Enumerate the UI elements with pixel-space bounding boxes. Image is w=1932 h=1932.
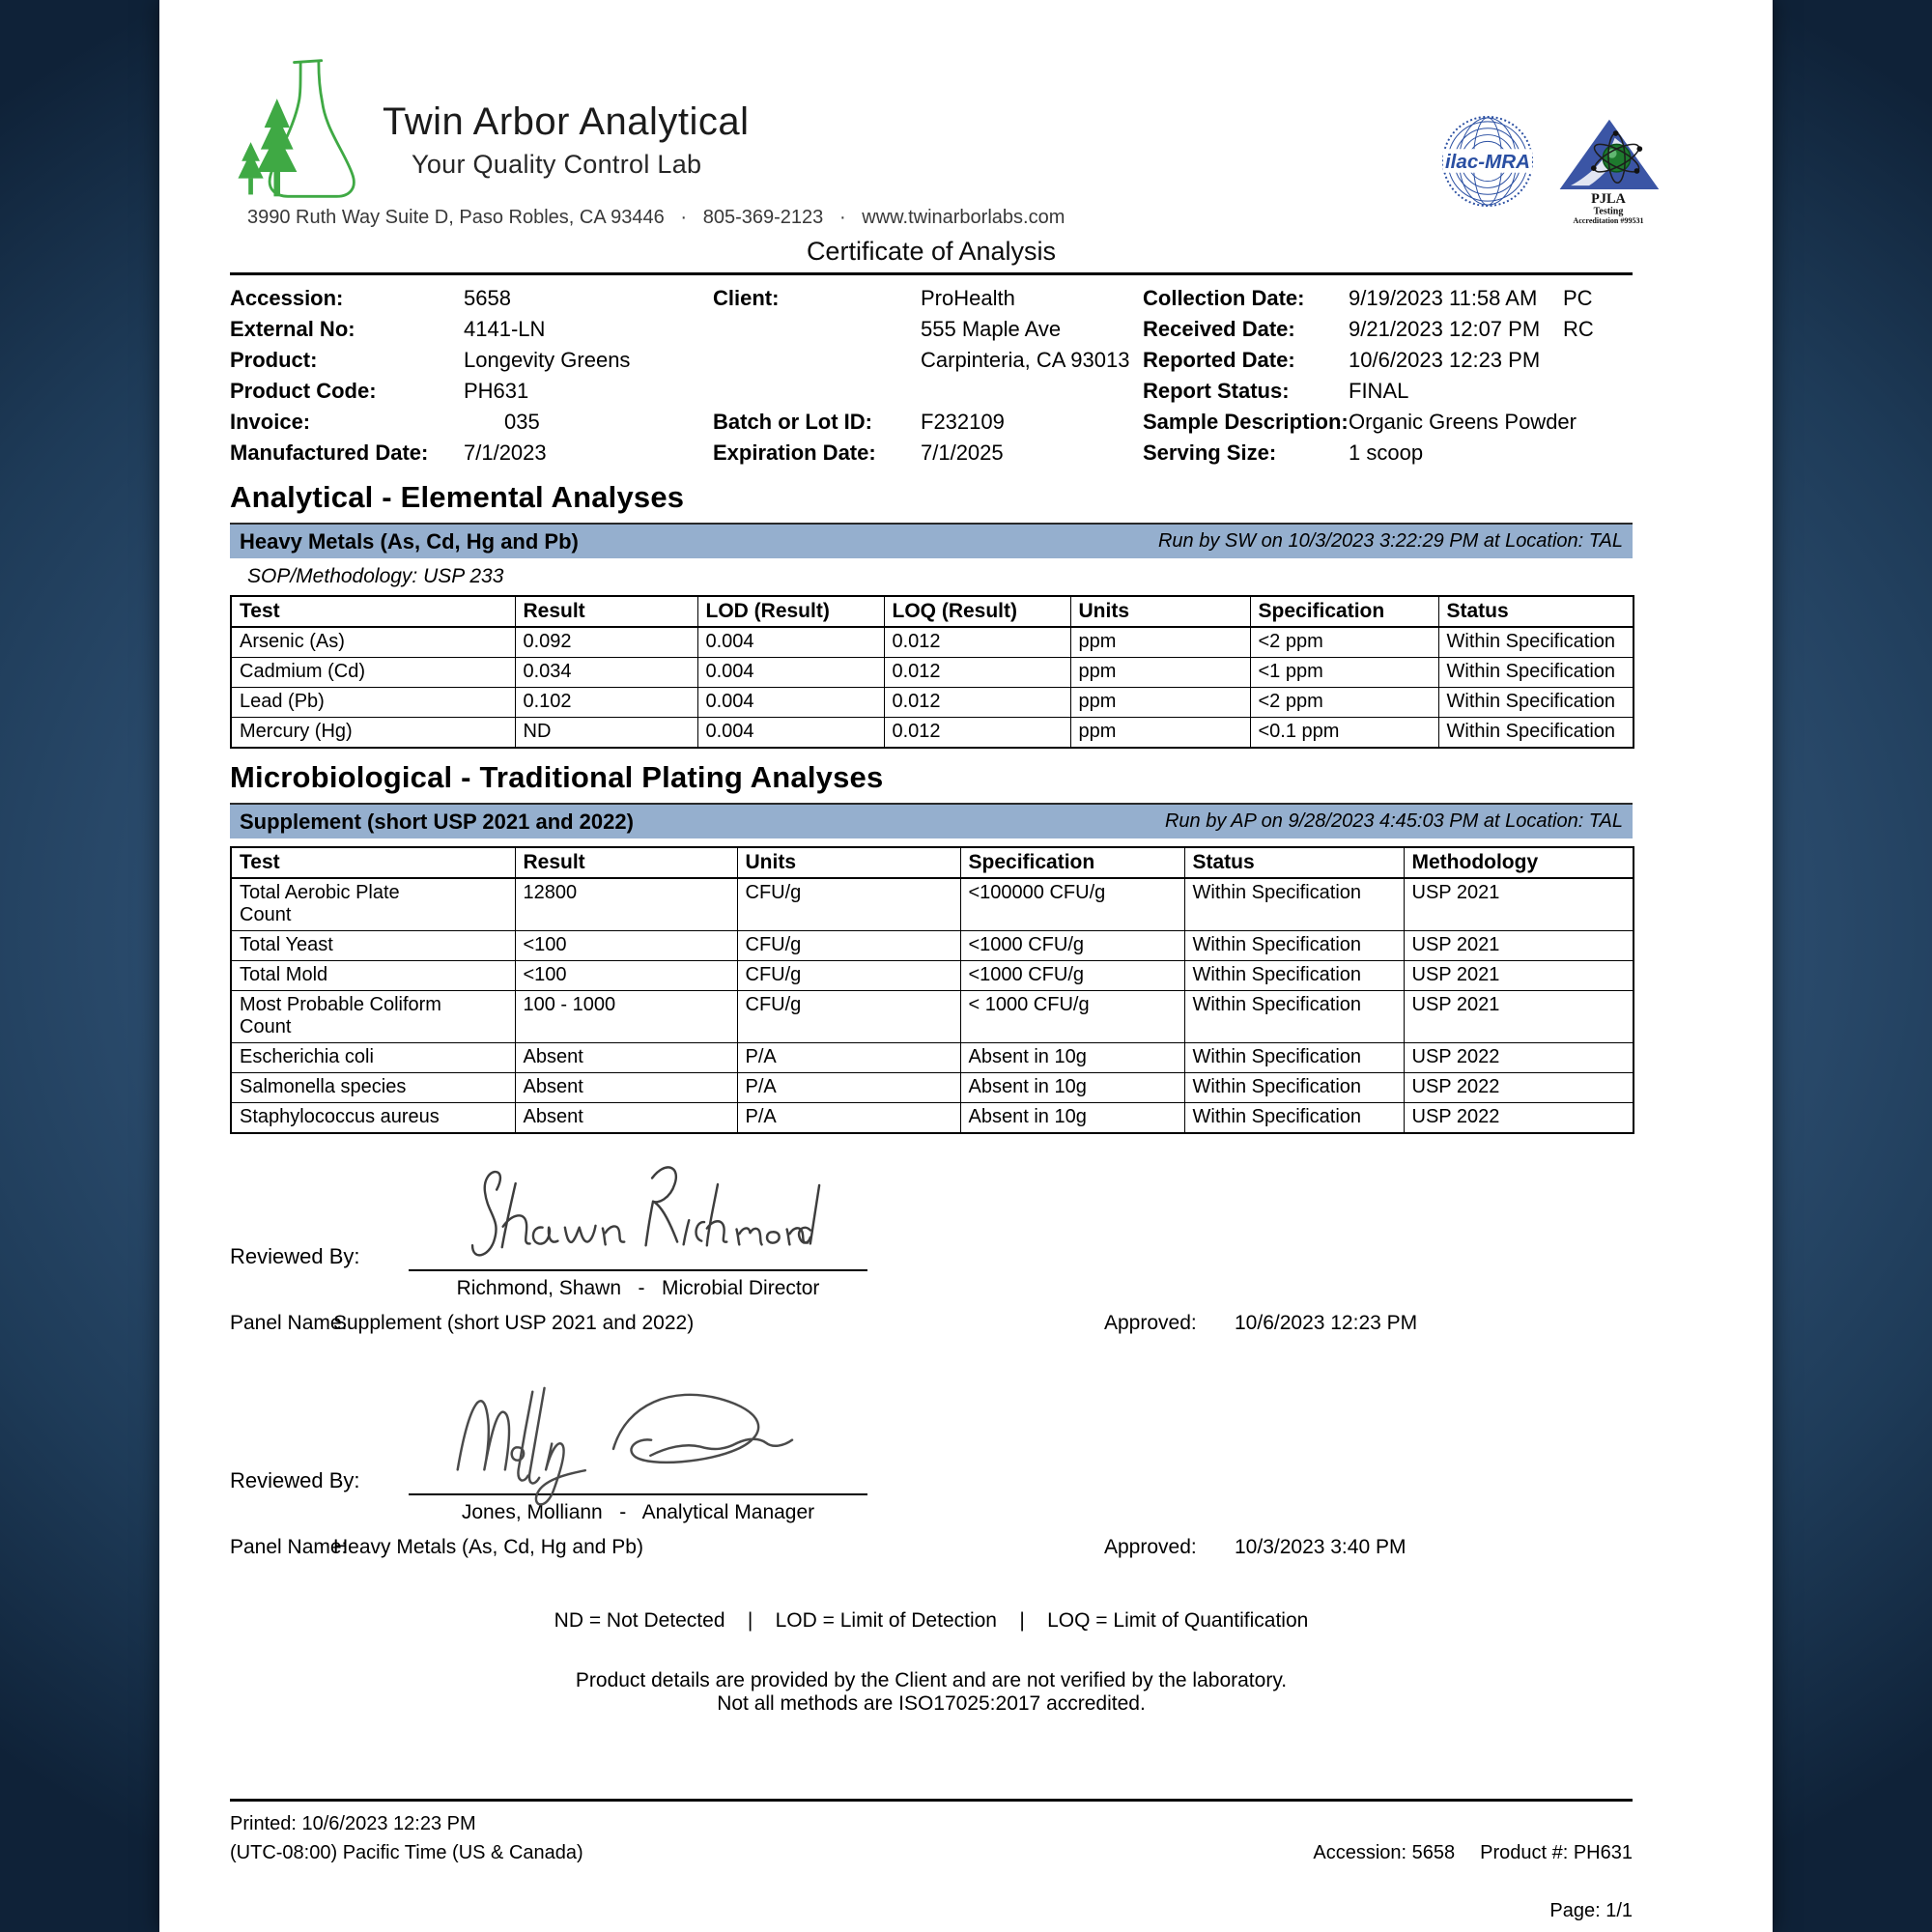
panel-name-value: Heavy Metals (As, Cd, Hg and Pb) — [333, 1536, 643, 1558]
cell-methodology: USP 2021 — [1404, 878, 1634, 931]
panel-approval-row — [230, 1536, 1633, 1567]
info-label: Report Status: — [1143, 379, 1290, 403]
cell-result: 100 - 1000 — [515, 991, 737, 1043]
info-label: Collection Date: — [1143, 286, 1305, 310]
table-header-row — [231, 596, 1634, 627]
reviewer-name-title: Jones, Molliann - Analytical Manager — [461, 1501, 815, 1523]
heavy-metals-table — [230, 595, 1634, 749]
sop-methodology: SOP/Methodology: USP 233 — [247, 565, 504, 587]
footer-left — [230, 1809, 583, 1925]
info-label: Received Date: — [1143, 317, 1295, 341]
approved-value: 10/3/2023 3:40 PM — [1235, 1536, 1406, 1558]
cell-lod: 0.004 — [697, 658, 884, 688]
signature-block-analytical — [230, 1372, 1633, 1567]
cell-specification: <0.1 ppm — [1250, 718, 1438, 749]
cell-units: P/A — [737, 1073, 960, 1103]
reviewed-by-label: Reviewed By: — [230, 1468, 360, 1492]
cell-status: Within Specification — [1438, 627, 1634, 658]
info-report-status — [1143, 376, 1633, 407]
info-label: Manufactured Date: — [230, 440, 429, 465]
cell-status: Within Specification — [1184, 961, 1404, 991]
info-invoice — [230, 407, 713, 438]
cell-test: Most Probable Coliform Count — [231, 991, 515, 1043]
reviewer-name-title: Richmond, Shawn - Microbial Director — [456, 1277, 820, 1299]
cell-methodology: USP 2021 — [1404, 991, 1634, 1043]
cell-units: CFU/g — [737, 931, 960, 961]
approved-value: 10/6/2023 12:23 PM — [1235, 1312, 1418, 1334]
cell-result: 0.092 — [515, 627, 697, 658]
cell-loq: 0.012 — [884, 718, 1070, 749]
cell-result: <100 — [515, 961, 737, 991]
company-tagline: Your Quality Control Lab — [412, 150, 702, 179]
table-row — [231, 688, 1634, 718]
info-value: Carpinteria, CA 93013 — [921, 348, 1130, 372]
panel-run-info: Run by SW on 10/3/2023 3:22:29 PM at Location: TAL — [1157, 530, 1623, 552]
info-batch-lot — [713, 407, 1143, 438]
cell-methodology: USP 2022 — [1404, 1073, 1634, 1103]
info-value: 7/1/2025 — [921, 440, 1004, 465]
ilac-mra-label: ilac-MRA — [1444, 150, 1531, 173]
signature-block-microbial — [230, 1148, 1633, 1343]
disclaimer-line1: Product details are provided by the Client and are not verified by the laboratory. — [575, 1669, 1288, 1691]
info-initials-tag: PC — [1563, 286, 1593, 310]
cell-test: Cadmium (Cd) — [231, 658, 515, 688]
cell-units: CFU/g — [737, 991, 960, 1043]
cell-specification: <1000 CFU/g — [960, 931, 1184, 961]
pjla-testing-label: Testing — [1593, 206, 1624, 217]
cell-result: Absent — [515, 1043, 737, 1073]
cell-specification: <1 ppm — [1250, 658, 1438, 688]
document-footer — [230, 1799, 1633, 1925]
cell-result: ND — [515, 718, 697, 749]
pjla-label: PJLA — [1591, 191, 1626, 208]
info-value: 9/19/2023 11:58 AM — [1349, 286, 1538, 310]
info-received-date — [1143, 314, 1633, 345]
cell-specification: Absent in 10g — [960, 1103, 1184, 1134]
approved-label: Approved: — [1104, 1536, 1197, 1558]
footer-accession: Accession: 5658 — [1313, 1842, 1456, 1863]
info-value: F232109 — [921, 410, 1005, 434]
info-value: FINAL — [1349, 379, 1409, 403]
table-row — [231, 718, 1634, 749]
accreditation-logos — [1440, 114, 1668, 226]
info-value: 4141-LN — [464, 317, 546, 341]
table-row — [231, 627, 1634, 658]
cell-status: Within Specification — [1184, 991, 1404, 1043]
cell-test: Total Mold — [231, 961, 515, 991]
info-label: Invoice: — [230, 410, 311, 434]
cell-methodology: USP 2021 — [1404, 931, 1634, 961]
table-row — [231, 1103, 1634, 1134]
col-header: Test — [231, 847, 515, 878]
cell-units: ppm — [1070, 718, 1250, 749]
panel-name-label: Panel Name: — [230, 1312, 348, 1334]
cell-loq: 0.012 — [884, 658, 1070, 688]
col-header: LOQ (Result) — [884, 596, 1070, 627]
printed-timestamp: Printed: 10/6/2023 12:23 PM — [230, 1813, 476, 1834]
cell-result: Absent — [515, 1103, 737, 1134]
info-label: Reported Date: — [1143, 348, 1295, 372]
col-header: Status — [1438, 596, 1634, 627]
col-header: Specification — [1250, 596, 1438, 627]
col-header: Methodology — [1404, 847, 1634, 878]
col-header: Result — [515, 847, 737, 878]
cell-specification: Absent in 10g — [960, 1043, 1184, 1073]
cell-result: 0.034 — [515, 658, 697, 688]
panel-banner-title: Heavy Metals (As, Cd, Hg and Pb) — [240, 528, 579, 554]
info-expiration-date — [713, 438, 1143, 469]
cell-units: CFU/g — [737, 878, 960, 931]
table-header-row — [231, 847, 1634, 878]
info-manufactured-date — [230, 438, 713, 469]
cell-specification: <2 ppm — [1250, 688, 1438, 718]
section-heading-elemental: Analytical - Elemental Analyses — [230, 480, 685, 514]
cell-test: Total Yeast — [231, 931, 515, 961]
info-label: Product Code: — [230, 379, 377, 403]
cell-test: Staphylococcus aureus — [231, 1103, 515, 1134]
cell-result: Absent — [515, 1073, 737, 1103]
section-heading-microbiological: Microbiological - Traditional Plating Analyses — [230, 760, 884, 794]
reviewed-by-label: Reviewed By: — [230, 1244, 360, 1268]
signature-shawn-richmond — [447, 1158, 834, 1275]
info-collection-date — [1143, 283, 1633, 314]
info-external-no — [230, 314, 713, 345]
cell-test: Mercury (Hg) — [231, 718, 515, 749]
document-header — [230, 50, 1644, 229]
abbreviation-legend: ND = Not Detected | LOD = Limit of Detection | LOQ = Limit of Quantification — [554, 1609, 1309, 1632]
table-row — [231, 658, 1634, 688]
cell-units: ppm — [1070, 658, 1250, 688]
info-client — [713, 283, 1143, 314]
info-label: Serving Size: — [1143, 440, 1277, 465]
info-label: Client: — [713, 286, 780, 310]
col-header: Test — [231, 596, 515, 627]
info-serving-size — [1143, 438, 1633, 469]
cell-units: P/A — [737, 1103, 960, 1134]
col-header: LOD (Result) — [697, 596, 884, 627]
cell-status: Within Specification — [1184, 1073, 1404, 1103]
cell-methodology: USP 2022 — [1404, 1043, 1634, 1073]
info-initials-tag: RC — [1563, 317, 1594, 341]
cell-specification: <2 ppm — [1250, 627, 1438, 658]
info-value: Longevity Greens — [464, 348, 631, 372]
info-value: 5658 — [464, 286, 511, 310]
cell-result: 0.102 — [515, 688, 697, 718]
cell-units: ppm — [1070, 627, 1250, 658]
info-value: 9/21/2023 12:07 PM — [1349, 317, 1541, 341]
panel-name-value: Supplement (short USP 2021 and 2022) — [333, 1312, 695, 1334]
cell-loq: 0.012 — [884, 688, 1070, 718]
cell-result: 12800 — [515, 878, 737, 931]
timezone-note: (UTC-08:00) Pacific Time (US & Canada) — [230, 1842, 583, 1863]
ilac-mra-accreditation-icon — [1440, 114, 1535, 209]
info-client-address1 — [713, 314, 1143, 345]
info-product — [230, 345, 713, 376]
panel-name-label: Panel Name: — [230, 1536, 348, 1558]
brand-text — [383, 100, 750, 180]
signature-molliann-jones — [428, 1358, 843, 1507]
approved-label: Approved: — [1104, 1312, 1197, 1334]
col-header: Units — [737, 847, 960, 878]
cell-specification: <1000 CFU/g — [960, 961, 1184, 991]
info-label: Expiration Date: — [713, 440, 876, 465]
cell-status: Within Specification — [1438, 688, 1634, 718]
cell-specification: Absent in 10g — [960, 1073, 1184, 1103]
table-row — [231, 1073, 1634, 1103]
cell-status: Within Specification — [1184, 878, 1404, 931]
cell-test: Salmonella species — [231, 1073, 515, 1103]
signature-line — [409, 1148, 867, 1271]
coa-document-page — [159, 0, 1773, 1932]
info-value: ProHealth — [921, 286, 1015, 310]
company-name: Twin Arbor Analytical — [383, 100, 750, 143]
panel-banner-heavy-metals — [230, 523, 1633, 558]
cell-lod: 0.004 — [697, 718, 884, 749]
col-header: Status — [1184, 847, 1404, 878]
footer-right — [1271, 1809, 1633, 1925]
cell-methodology: USP 2021 — [1404, 961, 1634, 991]
sample-info-section — [230, 272, 1633, 469]
info-value: PH631 — [464, 379, 529, 403]
cell-test: Arsenic (As) — [231, 627, 515, 658]
cell-units: CFU/g — [737, 961, 960, 991]
info-accession — [230, 283, 713, 314]
signature-line — [409, 1372, 867, 1495]
info-value: 1 scoop — [1349, 440, 1424, 465]
info-value: 035 — [504, 410, 540, 434]
table-row — [231, 961, 1634, 991]
cell-test: Total Aerobic Plate Count — [231, 878, 515, 931]
microbiological-table — [230, 846, 1634, 1134]
cell-status: Within Specification — [1184, 931, 1404, 961]
footer-product: Product #: PH631 — [1480, 1842, 1633, 1863]
cell-units: P/A — [737, 1043, 960, 1073]
cell-lod: 0.004 — [697, 627, 884, 658]
cell-result: <100 — [515, 931, 737, 961]
col-header: Result — [515, 596, 697, 627]
info-label: External No: — [230, 317, 355, 341]
document-title: Certificate of Analysis — [806, 237, 1057, 266]
table-row — [231, 931, 1634, 961]
panel-run-info: Run by AP on 9/28/2023 4:45:03 PM at Location: TAL — [1164, 810, 1623, 832]
pjla-accreditation-icon — [1548, 114, 1668, 226]
cell-test: Escherichia coli — [231, 1043, 515, 1073]
info-label: Batch or Lot ID: — [713, 410, 872, 434]
cell-lod: 0.004 — [697, 688, 884, 718]
info-value: 10/6/2023 12:23 PM — [1349, 348, 1541, 372]
panel-banner-title: Supplement (short USP 2021 and 2022) — [240, 809, 634, 834]
cell-status: Within Specification — [1438, 658, 1634, 688]
info-value: 555 Maple Ave — [921, 317, 1062, 341]
col-header: Specification — [960, 847, 1184, 878]
info-label: Product: — [230, 348, 318, 372]
panel-banner-supplement — [230, 803, 1633, 838]
info-label: Sample Description: — [1143, 410, 1349, 434]
table-row — [231, 1043, 1634, 1073]
info-sample-description — [1143, 407, 1633, 438]
cell-status: Within Specification — [1438, 718, 1634, 749]
pjla-accreditation-number: Accreditation #99531 — [1573, 216, 1644, 226]
company-address: 3990 Ruth Way Suite D, Paso Robles, CA 93446 · 805-369-2123 · www.twinarborlabs.com — [247, 207, 1065, 228]
cell-methodology: USP 2022 — [1404, 1103, 1634, 1134]
cell-specification: < 1000 CFU/g — [960, 991, 1184, 1043]
cell-status: Within Specification — [1184, 1043, 1404, 1073]
disclaimer-line2: Not all methods are ISO17025:2017 accredited. — [717, 1692, 1146, 1715]
cell-status: Within Specification — [1184, 1103, 1404, 1134]
info-value: 7/1/2023 — [464, 440, 547, 465]
info-label: Accession: — [230, 286, 344, 310]
info-reported-date — [1143, 345, 1633, 376]
table-row — [231, 991, 1634, 1043]
cell-specification: <100000 CFU/g — [960, 878, 1184, 931]
flask-pine-tree-logo-icon — [230, 50, 375, 207]
info-client-address2 — [713, 345, 1143, 376]
brand-row — [230, 50, 1633, 207]
table-row — [231, 878, 1634, 931]
page-number: Page: 1/1 — [1549, 1900, 1633, 1921]
info-value: Organic Greens Powder — [1349, 410, 1577, 434]
col-header: Units — [1070, 596, 1250, 627]
cell-loq: 0.012 — [884, 627, 1070, 658]
panel-approval-row — [230, 1312, 1633, 1343]
cell-test: Lead (Pb) — [231, 688, 515, 718]
cell-units: ppm — [1070, 688, 1250, 718]
info-product-code — [230, 376, 713, 407]
